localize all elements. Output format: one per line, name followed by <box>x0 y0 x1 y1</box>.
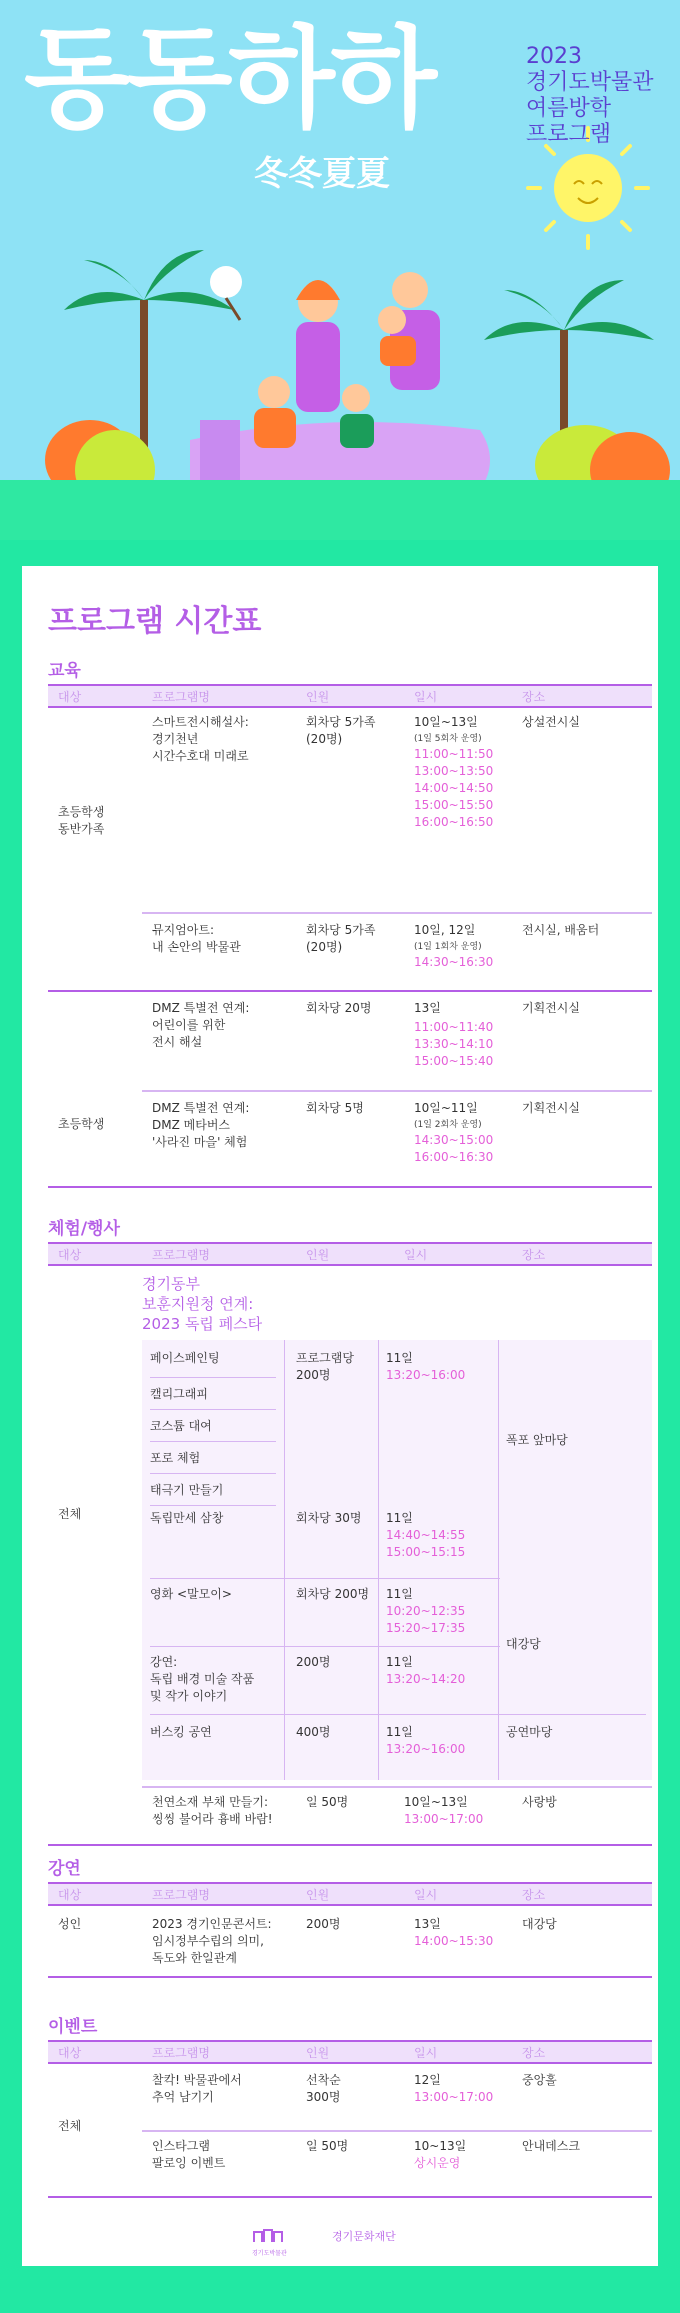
table-header <box>48 2040 652 2064</box>
timetable-card <box>22 566 658 2266</box>
row-divider <box>150 1714 646 1715</box>
museum-logo-icon <box>252 2226 288 2244</box>
section-title: 체험/행사 <box>48 1219 120 1239</box>
program-people: 회차당 200명 <box>296 1587 370 1601</box>
program-people: 회차당 5가족 (20명) <box>306 923 376 954</box>
program-times: 11:00~11:40 13:30~14:10 15:00~15:40 <box>414 1020 494 1068</box>
program-name: DMZ 특별전 연계: 어린이를 위한 전시 해설 <box>152 1001 250 1049</box>
col-name: 프로그램명 <box>152 1247 210 1262</box>
list-item: 캘리그래피 <box>150 1378 276 1410</box>
program-name: 스마트전시해설사: 경기천년 시간수호대 미래로 <box>152 715 249 763</box>
program-people: 회차당 30명 <box>296 1511 362 1525</box>
section-event <box>48 2012 652 2212</box>
program-date: 11일 <box>386 1351 413 1365</box>
table-row <box>142 916 652 986</box>
hero-banner <box>0 0 680 540</box>
program-times: 14:00~15:30 <box>414 1934 494 1948</box>
col-target: 대상 <box>58 2045 82 2060</box>
program-name: 강연: 독립 배경 미술 작품 및 작가 이야기 <box>150 1655 255 1703</box>
col-target: 대상 <box>58 689 82 704</box>
program-date: 10일~13일 <box>404 1795 468 1809</box>
section-experience <box>48 1214 652 1826</box>
table-row <box>142 2134 652 2194</box>
col-datetime: 일시 <box>414 1887 438 1902</box>
col-place: 장소 <box>522 689 546 704</box>
hero-program: 프로그램 <box>526 122 612 147</box>
col-name: 프로그램명 <box>152 689 210 704</box>
program-place: 공연마당 <box>506 1725 553 1739</box>
program-times: 13:20~16:00 <box>386 1368 466 1382</box>
program-people: 200명 <box>306 1917 341 1931</box>
row-divider <box>142 1786 652 1788</box>
program-datetime <box>414 1100 493 1166</box>
program-name: 영화 <말모이> <box>150 1587 232 1601</box>
footer-logos <box>252 2226 452 2256</box>
col-people: 인원 <box>306 1247 330 1262</box>
program-datetime <box>414 714 493 831</box>
hero-year: 2023 <box>526 44 582 69</box>
col-name: 프로그램명 <box>152 2045 210 2060</box>
program-times: 14:40~14:55 15:00~15:15 <box>386 1528 466 1559</box>
row-divider <box>142 1090 652 1092</box>
program-place: 상설전시실 <box>522 715 580 729</box>
program-times: 13:00~17:00 <box>404 1812 484 1826</box>
section-end <box>48 1186 652 1188</box>
program-datetime <box>386 1654 465 1688</box>
program-name: 2023 경기인문콘서트: 임시정부수립의 의미, 독도와 한일관계 <box>152 1917 272 1965</box>
program-note: (1일 1회차 운영) <box>414 942 482 952</box>
section-end <box>48 1976 652 1978</box>
program-datetime <box>386 1510 465 1561</box>
program-people: 회차당 5명 <box>306 1101 364 1115</box>
col-datetime: 일시 <box>414 689 438 704</box>
program-times: 14:30~15:00 16:00~16:30 <box>414 1133 494 1164</box>
program-note: (1일 2회차 운영) <box>414 1120 482 1130</box>
col-place: 장소 <box>522 2045 546 2060</box>
col-people: 인원 <box>306 2045 330 2060</box>
row-divider <box>150 1578 500 1579</box>
table-row <box>142 1790 652 1840</box>
program-times: 10:20~12:35 15:20~17:35 <box>386 1604 466 1635</box>
hero-title: 동동하하 <box>24 15 434 143</box>
section-end <box>48 2196 652 2198</box>
table-header <box>48 684 652 708</box>
program-date: 12일 <box>414 2073 441 2087</box>
program-people: 프로그램당 200명 <box>296 1351 354 1382</box>
hero-museum: 경기도박물관 <box>526 70 654 95</box>
program-place: 기획전시실 <box>522 1101 580 1115</box>
col-place: 장소 <box>522 1247 546 1262</box>
program-note: (1일 5회차 운영) <box>414 734 482 744</box>
museum-logo-text: 경기도박물관 <box>252 2250 287 2257</box>
col-name: 프로그램명 <box>152 1887 210 1902</box>
program-date: 10~13일 <box>414 2139 467 2153</box>
program-people: 회차당 5가족 (20명) <box>306 715 376 746</box>
row-divider <box>150 1646 500 1647</box>
program-datetime <box>414 2138 466 2172</box>
festa-item-list <box>150 1346 276 1506</box>
target-cell: 초등학생 <box>58 1117 105 1131</box>
hero-season: 여름방학 <box>526 96 612 121</box>
festa-title: 경기동부 보훈지원청 연계: 2023 독립 페스타 <box>142 1275 263 1333</box>
list-item: 코스튬 대여 <box>150 1410 276 1442</box>
program-date: 13일 <box>414 1917 441 1931</box>
col-datetime: 일시 <box>414 2045 438 2060</box>
museum-logo <box>252 2226 312 2257</box>
section-title: 이벤트 <box>48 2017 98 2037</box>
program-place: 기획전시실 <box>522 1001 580 1015</box>
program-name: 독립만세 삼창 <box>150 1511 224 1525</box>
program-name: 뮤지엄아트: 내 손안의 박물관 <box>152 923 241 954</box>
row-divider <box>142 2130 652 2132</box>
section-education <box>48 656 652 1216</box>
program-date: 11일 <box>386 1725 413 1739</box>
program-datetime <box>386 1586 465 1637</box>
program-place: 대강당 <box>522 1917 557 1931</box>
program-date: 11일 <box>386 1511 413 1525</box>
program-times: 11:00~11:50 13:00~13:50 14:00~14:50 15:00~15:50 16:00~16:50 <box>414 747 494 829</box>
program-people: 선착순 300명 <box>306 2073 341 2104</box>
program-times: 13:00~17:00 <box>414 2090 494 2104</box>
program-place: 대강당 <box>506 1637 541 1651</box>
table-row <box>142 1094 652 1184</box>
program-datetime <box>414 1916 493 1950</box>
program-people: 회차당 20명 <box>306 1001 372 1015</box>
festa-box <box>142 1340 652 1780</box>
row-divider <box>142 912 652 914</box>
program-times: 14:30~16:30 <box>414 955 494 969</box>
program-datetime <box>386 1350 465 1384</box>
program-name: 버스킹 공연 <box>150 1725 212 1739</box>
section-end <box>48 1844 652 1846</box>
col-people: 인원 <box>306 689 330 704</box>
group-divider <box>48 990 652 992</box>
list-item: 태극기 만들기 <box>150 1474 276 1506</box>
program-date: 10일~13일 <box>414 715 478 729</box>
program-datetime <box>414 2072 493 2106</box>
table-row <box>142 2068 652 2128</box>
program-place: 전시실, 배움터 <box>522 923 600 937</box>
col-place: 장소 <box>522 1887 546 1902</box>
section-title: 강연 <box>48 1859 81 1879</box>
program-people: 일 50명 <box>306 2139 349 2153</box>
program-name: 천연소재 부채 만들기: 씽씽 불어라 흉배 바람! <box>152 1795 273 1826</box>
program-times: 13:20~16:00 <box>386 1742 466 1756</box>
target-cell: 전체 <box>58 1507 82 1521</box>
section-title: 교육 <box>48 661 81 681</box>
program-date: 10일~11일 <box>414 1101 478 1115</box>
program-datetime <box>386 1724 465 1758</box>
program-name: 찰칵! 박물관에서 추억 남기기 <box>152 2073 242 2104</box>
grass-strip <box>0 480 680 540</box>
program-place: 사랑방 <box>522 1795 557 1809</box>
table-row <box>142 708 652 912</box>
page-title: 프로그램 시간표 <box>48 604 262 639</box>
table-header <box>48 1882 652 1906</box>
program-times: 상시운영 <box>414 2156 461 2170</box>
program-people: 일 50명 <box>306 1795 349 1809</box>
program-datetime <box>414 922 493 971</box>
program-datetime <box>404 1794 483 1828</box>
hero-subtitle <box>526 44 654 148</box>
program-date: 10일, 12일 <box>414 923 476 937</box>
program-place: 안내데스크 <box>522 2139 580 2153</box>
program-place: 폭포 앞마당 <box>506 1433 568 1447</box>
program-name: DMZ 특별전 연계: DMZ 메타버스 '사라진 마을' 체험 <box>152 1101 250 1149</box>
list-item: 포로 체험 <box>150 1442 276 1474</box>
col-datetime: 일시 <box>404 1247 428 1262</box>
program-times: 13:20~14:20 <box>386 1672 466 1686</box>
list-item: 페이스페인팅 <box>150 1346 276 1378</box>
target-cell: 전체 <box>58 2119 82 2133</box>
table-header <box>48 1242 652 1266</box>
program-people: 400명 <box>296 1725 331 1739</box>
program-date: 11일 <box>386 1587 413 1601</box>
foundation-logo: 경기문화재단 <box>332 2230 396 2243</box>
col-target: 대상 <box>58 1887 82 1902</box>
program-date: 13일 <box>414 1001 441 1015</box>
program-datetime <box>414 1000 493 1070</box>
target-cell: 초등학생 동반가족 <box>58 805 105 836</box>
program-date: 11일 <box>386 1655 413 1669</box>
target-cell: 성인 <box>58 1917 82 1931</box>
col-target: 대상 <box>58 1247 82 1262</box>
hero-hanzi: 冬冬夏夏 <box>254 154 390 194</box>
program-name: 인스타그램 팔로잉 이벤트 <box>152 2139 226 2170</box>
program-people: 200명 <box>296 1655 331 1669</box>
table-row <box>142 994 652 1090</box>
col-people: 인원 <box>306 1887 330 1902</box>
section-lecture <box>48 1854 652 1994</box>
program-place: 중앙홀 <box>522 2073 557 2087</box>
